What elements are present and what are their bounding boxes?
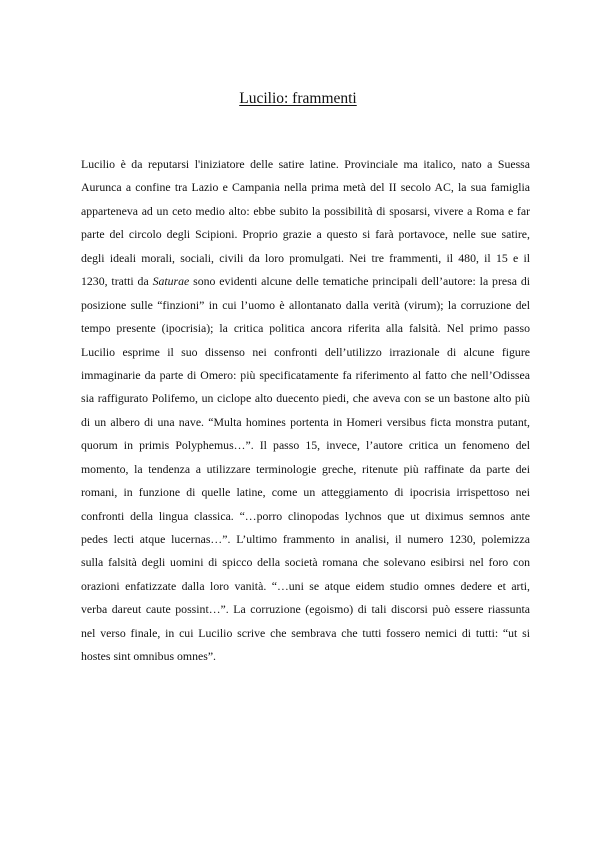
text-segment: degli ideali morali, sociali, civili da loro promulgati. Nei tre frammenti, il 480, il 15 e il bbox=[81, 250, 530, 265]
text-segment: nel verso finale, in cui Lucilio scrive che sembrava che tutti fossero nemici di tutti: “ut si bbox=[81, 625, 530, 640]
text-line bbox=[81, 223, 530, 246]
text-line bbox=[81, 270, 530, 293]
text-line bbox=[81, 598, 530, 621]
text-line bbox=[81, 317, 530, 340]
text-segment: orazioni enfatizzate dalla loro vanità. “…uni se atque eidem studio omnes dedere et arti, bbox=[81, 578, 530, 593]
text-line bbox=[81, 528, 530, 551]
text-segment: hostes sint omnibus omnes”. bbox=[81, 649, 217, 664]
text-segment: Lucilio è da reputarsi l'iniziatore delle satire latine. Provinciale ma italico, nato a Suessa bbox=[81, 157, 530, 171]
text-segment: tempo presente (ipocrisia); la critica politica ancora riferita alla falsità. Nel primo passo bbox=[81, 321, 530, 336]
text-line bbox=[81, 505, 530, 528]
text-segment: immaginarie da parte di Omero: più specificatamente fa riferimento al fatto che nell’Odissea bbox=[81, 367, 530, 382]
text-line bbox=[81, 200, 530, 223]
text-segment: quorum in primis Polyphemus…”. Il passo 15, invece, l’autore critica un fenomeno del bbox=[81, 438, 530, 453]
text-line bbox=[81, 341, 530, 364]
document-title: Lucilio: frammenti bbox=[239, 90, 357, 107]
text-line bbox=[81, 645, 530, 668]
text-line bbox=[81, 434, 530, 457]
text-line bbox=[81, 551, 530, 574]
text-line bbox=[81, 458, 530, 481]
text-segment: confronti della lingua classica. “…porro clinopodas lychnos que ut diximus semnos ante bbox=[81, 508, 530, 523]
text-segment: sia raffigurato Polifemo, un ciclope alto duecento piedi, che aveva con se un bastone alto più bbox=[81, 391, 530, 406]
text-segment: sulla falsità degli uomini di spicco della società romana che solevano esibirsi nel foro con bbox=[81, 555, 530, 570]
italic-title-text: Saturae bbox=[152, 274, 190, 289]
text-line bbox=[81, 575, 530, 598]
text-segment: verba dareut caute possint…”. La corruzione (egoismo) di tali discorsi può essere riassunta bbox=[81, 602, 530, 617]
text-segment: pedes lecti atque lucernas…”. L’ultimo frammento in analisi, il numero 1230, polemizza bbox=[81, 532, 530, 546]
text-segment: 1230, tratti da bbox=[81, 274, 153, 289]
text-segment: Lucilio esprime il suo dissenso nei confronti dell’utilizzo irrazionale di alcune figure bbox=[81, 344, 530, 359]
text-line bbox=[81, 294, 530, 317]
text-line bbox=[81, 364, 530, 387]
text-line bbox=[81, 481, 530, 504]
text-line bbox=[81, 153, 530, 176]
text-line bbox=[81, 622, 530, 645]
text-segment: posizione sulle “finzioni” in cui l’uomo è allontanato dalla verità (virum); la corruzione del bbox=[81, 297, 530, 312]
text-segment: di un albero di una nave. “Multa homines portenta in Homeri versibus ficta monstra putant, bbox=[81, 414, 530, 429]
text-segment: sono evidenti alcune delle tematiche principali dell’autore: la presa di bbox=[189, 274, 530, 289]
text-line bbox=[81, 411, 530, 434]
text-line bbox=[81, 247, 530, 270]
text-segment: apparteneva ad un ceto medio alto: ebbe subito la possibilità di sposarsi, vivere a Roma e far bbox=[81, 203, 530, 218]
body-paragraph bbox=[81, 153, 530, 669]
text-segment: Aurunca a confine tra Lazio e Campania nella prima metà del II secolo AC, la sua famiglia bbox=[81, 180, 530, 195]
text-segment: parte del circolo degli Scipioni. Proprio grazie a questo si farà portavoce, nelle sue satire, bbox=[81, 227, 530, 242]
text-line bbox=[81, 387, 530, 410]
text-segment: momento, la tendenza a utilizzare terminologie greche, ritenute più raffinate da parte dei bbox=[81, 461, 530, 476]
text-segment: romani, in funzione di quelle latine, come un atteggiamento di ipocrisia irrispettoso nei bbox=[81, 485, 530, 500]
text-line bbox=[81, 176, 530, 199]
